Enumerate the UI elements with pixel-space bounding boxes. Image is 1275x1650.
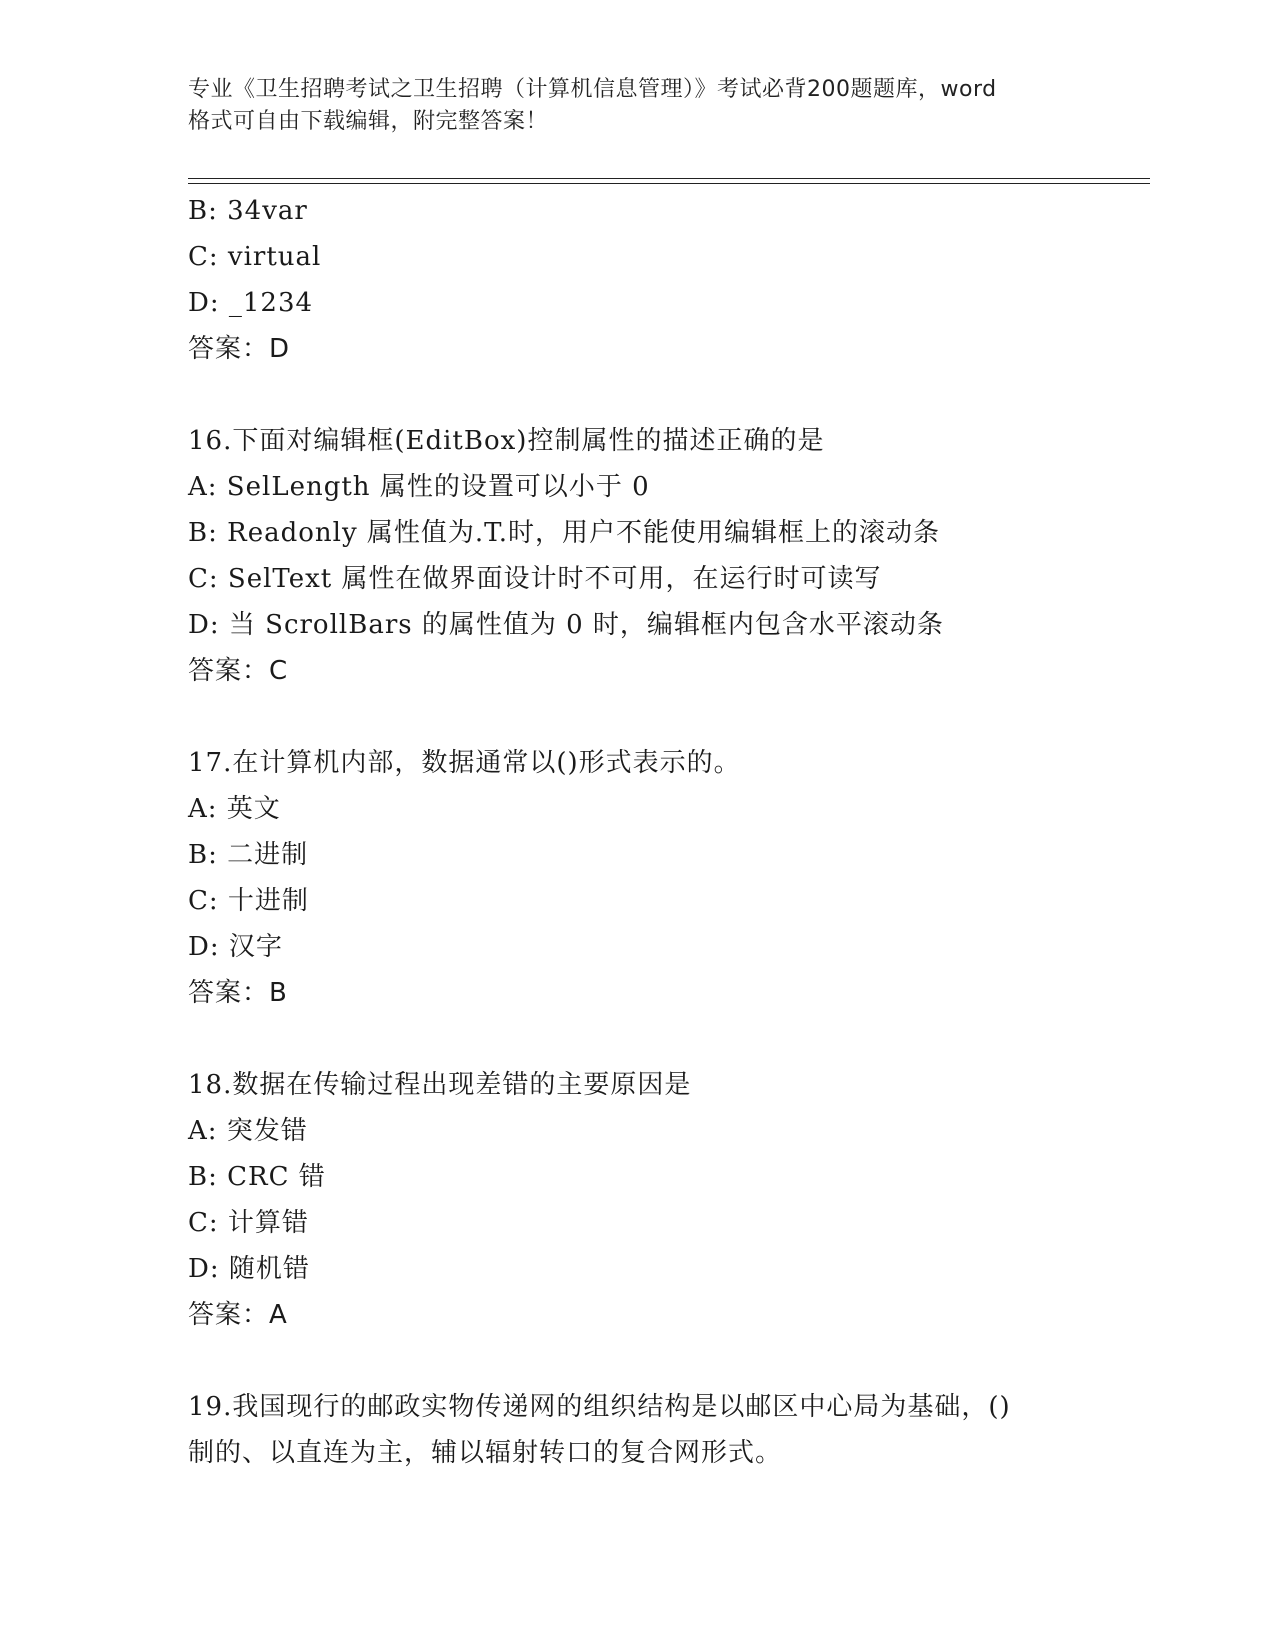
option-b: B: 二进制 — [188, 840, 309, 870]
option-a: A: 突发错 — [188, 1116, 308, 1146]
question-text: 17.在计算机内部，数据通常以()形式表示的。 — [188, 748, 741, 778]
question-text: 16.下面对编辑框(EditBox)控制属性的描述正确的是 — [188, 426, 825, 456]
answer-line: 答案：A — [188, 1300, 288, 1330]
option-b: B: CRC 错 — [188, 1162, 326, 1192]
option-a: A: 英文 — [188, 794, 281, 824]
option-d: D: _1234 — [188, 288, 314, 318]
option-c: C: 计算错 — [188, 1208, 309, 1238]
option-b: B: Readonly 属性值为.T.时，用户不能使用编辑框上的滚动条 — [188, 518, 940, 548]
option-d: D: 随机错 — [188, 1254, 310, 1284]
option-a: A: SelLength 属性的设置可以小于 0 — [188, 472, 650, 502]
question-text: 18.数据在传输过程出现差错的主要原因是 — [188, 1070, 692, 1100]
header-divider-bottom — [188, 183, 1150, 184]
question-block-19 — [188, 1384, 1148, 1476]
question-block-16 — [188, 418, 1148, 694]
answer-line: 答案：C — [188, 656, 289, 686]
option-c: C: virtual — [188, 242, 322, 272]
option-c: C: 十进制 — [188, 886, 309, 916]
option-b: B: 34var — [188, 196, 308, 226]
answer-line: 答案：D — [188, 334, 291, 364]
header-title-line-2: 格式可自由下载编辑，附完整答案！ — [188, 109, 549, 134]
header-divider-top — [188, 178, 1150, 179]
option-d: D: 当 ScrollBars 的属性值为 0 时，编辑框内包含水平滚动条 — [188, 610, 944, 640]
header-title-line-1: 专业《卫生招聘考试之卫生招聘（计算机信息管理）》考试必背200题题库，word — [188, 77, 997, 102]
question-block-18 — [188, 1062, 1148, 1338]
question-block-15 — [188, 188, 1148, 372]
question-text-line-2: 制的、以直连为主，辅以辐射转口的复合网形式。 — [188, 1438, 783, 1468]
document-header — [188, 74, 1088, 138]
document-body — [188, 188, 1148, 1476]
question-block-17 — [188, 740, 1148, 1016]
option-d: D: 汉字 — [188, 932, 283, 962]
option-c: C: SelText 属性在做界面设计时不可用，在运行时可读写 — [188, 564, 882, 594]
question-text-line-1: 19.我国现行的邮政实物传递网的组织结构是以邮区中心局为基础，() — [188, 1392, 1011, 1422]
answer-line: 答案：B — [188, 978, 288, 1008]
